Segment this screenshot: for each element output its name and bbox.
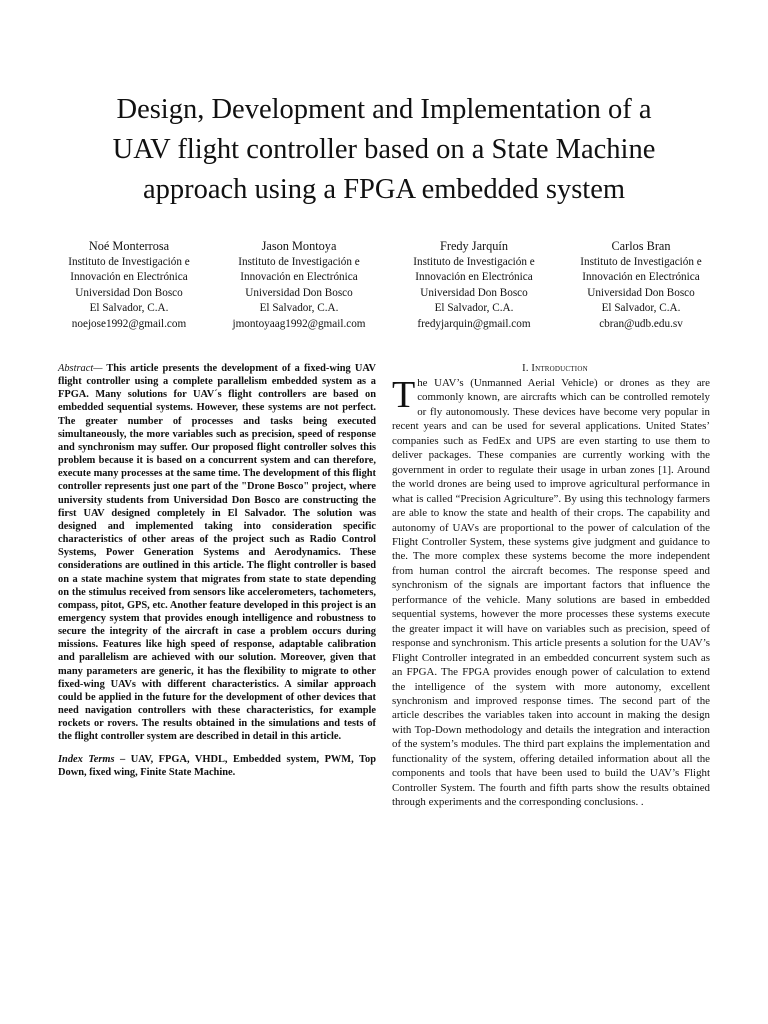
author-card bbox=[43, 238, 215, 332]
abstract-text: This article presents the development of a fixed-wing UAV flight controller using a complete parallelism embedded system as a FPGA. Many solutions for UAV´s flight controllers are based on embedded sequential systems. However, these systems are not perfect. The greater number of processes and tasks being executed simultaneously, the more variables such as precision, speed of response and synchronism may suffer. Our proposed flight controller solves this problem because it is based on a concurrent system and can therefore, execute many processes at the same time. The development of this flight controller represents just one part of the "Drone Bosco" project, where university students from Universidad Don Bosco are constructing the first UAV designed completely in El Salvador. The solution was designed and implemented taking into consideration specific characteristics of other areas of the project such as Radio Control Systems, Power Generation Systems and Aerodynamics. These considerations are outlined in this article. The flight controller is based on a state machine system that migrates from state to state depending on the stimulus received from sensors like accelerometers, tachometers, compass, pitot, GPS, etc. Another feature developed in this project is an emergency system that provides enough intelligence and robustness to secure the integrity of the aircraft in case a problem occurs during missions. Features like high speed of response, adaptable calibration and parallelism are achieved with our solution. Moreover, given that many parameters are generic, it has the flexibility to migrate to other fixed-wing UAVs with different characteristics. A similar approach could be applied in the future for the development of other devices that need navigation controllers with these characteristics, for example rockets or rovers. The results obtained in the simulations and tests of the flight controller system are described in detail in this article. bbox=[58, 363, 376, 743]
author-affiliation: Instituto de Investigación e bbox=[238, 256, 360, 268]
abstract bbox=[58, 362, 376, 744]
author-email: fredyjarquin@gmail.com bbox=[417, 317, 531, 330]
author-affiliation: Innovación en Electrónica bbox=[582, 271, 700, 284]
left-column bbox=[58, 362, 376, 779]
author-card bbox=[388, 238, 560, 332]
section-heading: I. Introduction bbox=[522, 363, 588, 374]
author-name: Carlos Bran bbox=[611, 239, 671, 253]
index-terms-text: – UAV, FPGA, VHDL, Embedded system, PWM, Top Down, fixed wing, Finite State Machine. bbox=[58, 753, 376, 778]
title-line: Design, Development and Implementation of a bbox=[116, 94, 652, 125]
author-location: El Salvador, C.A. bbox=[259, 302, 339, 315]
author-university: Universidad Don Bosco bbox=[420, 286, 528, 299]
author-university: Universidad Don Bosco bbox=[587, 286, 695, 299]
paper-title bbox=[40, 90, 728, 210]
author-block bbox=[0, 238, 768, 338]
author-name: Noé Monterrosa bbox=[88, 239, 170, 253]
right-column bbox=[392, 362, 710, 810]
index-terms bbox=[58, 753, 376, 779]
author-card bbox=[213, 238, 385, 332]
author-university: Universidad Don Bosco bbox=[245, 286, 353, 299]
author-affiliation: Innovación en Electrónica bbox=[70, 271, 188, 284]
abstract-label: Abstract— bbox=[58, 363, 103, 374]
title-line: UAV flight controller based on a State Machine bbox=[112, 134, 656, 165]
title-line: approach using a FPGA embedded system bbox=[142, 174, 626, 205]
drop-cap: T bbox=[392, 374, 416, 416]
author-affiliation: Innovación en Electrónica bbox=[415, 271, 533, 284]
index-terms-label: Index Terms bbox=[58, 753, 115, 765]
author-affiliation: Instituto de Investigación e bbox=[580, 256, 702, 268]
author-email: cbran@udb.edu.sv bbox=[599, 317, 683, 330]
author-location: El Salvador, C.A. bbox=[434, 302, 514, 315]
author-location: El Salvador, C.A. bbox=[601, 302, 681, 315]
author-card bbox=[555, 238, 727, 332]
author-email: jmontoyaag1992@gmail.com bbox=[232, 317, 366, 330]
introduction-paragraph bbox=[392, 376, 710, 810]
author-university: Universidad Don Bosco bbox=[75, 286, 183, 299]
author-name: Jason Montoya bbox=[261, 239, 337, 253]
author-name: Fredy Jarquín bbox=[440, 239, 508, 253]
author-affiliation: Instituto de Investigación e bbox=[413, 256, 535, 268]
author-affiliation: Instituto de Investigación e bbox=[68, 256, 190, 268]
author-affiliation: Innovación en Electrónica bbox=[240, 271, 358, 284]
author-email: noejose1992@gmail.com bbox=[71, 317, 187, 330]
author-location: El Salvador, C.A. bbox=[89, 302, 169, 315]
introduction-text: he UAV’s (Unmanned Aerial Vehicle) or drones as they are commonly known, are aircrafts which can be controlled remotely or fly autonomously. These devices have become very popular in recent years and can be used for several applications. United States’ companies such as FedEx and UPS are even starting to use them to deliver packages. These companies are currently working with the government in order to regulate their usage in urban zones [1]. Around the world drones are being used to improve agricultural performance in what is called “Precision Agriculture”. By using this technology farmers are able to know the state and health of their crops. The capability and autonomy of UAVs are proportional to the power of calculation of the Flight Controller System, these systems give judgment and guidance to the. The more complex these systems become the more independent from human control the aircraft becomes. The response speed and synchronism of the signals are important factors that influence the performance of the vehicle. Many solutions are based in embedded sequential systems, however the more processes these systems execute the greater impact it will have on variables such as precision, speed of response and synchronism. This article presents a solution for the UAV’s Flight Controller integrated in an embedded concurrent system such as an FPGA. The FPGA provides enough power of calculation to extend the intelligence of the system with more autonomy, excellent synchronism and improved response times. The second part of the article describes the variables taken into account in making the design with Top-Down methodology and details the integration and interaction of the system’s modules. The third part explains the implementation and functionality of the system, offering detailed information about all the components and tools that have been used to build the UAV’s Flight Controller System. The fourth and fifth parts show the results obtained through experiments and the corresponding conclusions. . bbox=[392, 377, 710, 809]
